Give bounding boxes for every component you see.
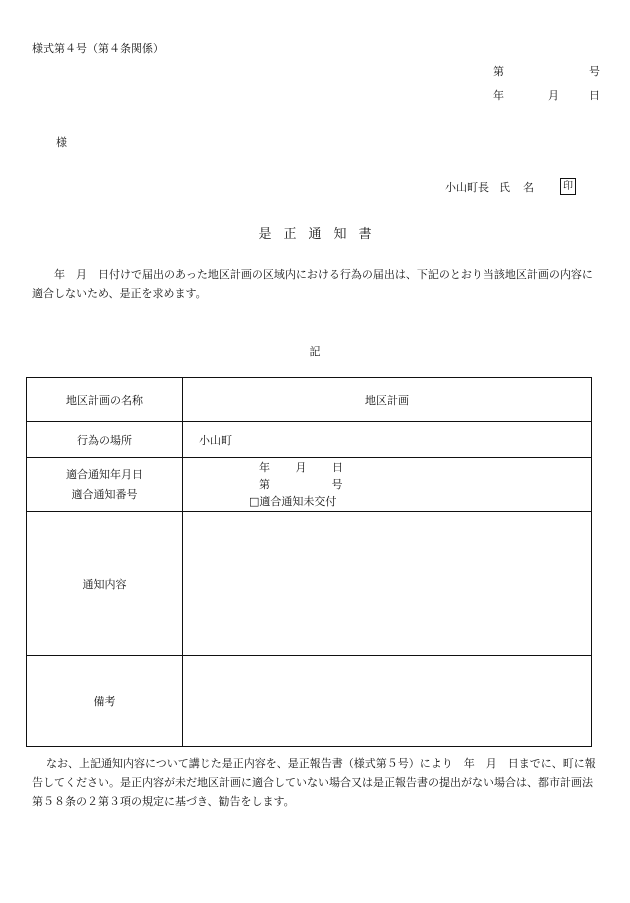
document-title: 是正通知書 [258,227,384,242]
table-row [27,422,592,458]
conformity-notice-label [27,458,183,512]
notice-content-field[interactable] [183,512,592,656]
sender-title: 小山町長 [445,180,489,194]
plan-name-label: 地区計画の名称 [27,378,183,422]
footer-paragraph: なお、上記通知内容について講じた是正内容を、是正報告書（様式第５号）により 年 月 日までに、町に報告してください。是正内容が未だ地区計画に適合していない場合又は是正報告書の提出がない場合は、都市計画法第５８条の２第３項の規定に基づき、勧告をします。 [32,757,596,808]
conformity-day: 日 [332,461,343,474]
conformity-year: 年 [259,461,270,474]
date-year: 年 [493,89,504,102]
date-month: 月 [548,89,559,102]
table-row [27,656,592,747]
location-value: 小山町 [183,422,592,458]
conformity-number-label: 適合通知番号 [71,487,138,501]
conformity-no-suffix: 号 [331,478,343,491]
seal-box: 印 [560,178,576,195]
table-row [27,458,592,512]
number-suffix: 号 [589,65,600,78]
conformity-number-line [259,476,591,493]
sender-line [445,178,576,195]
location-label: 行為の場所 [27,422,183,458]
conformity-notice-value [183,458,592,512]
intro-paragraph: 年 月 日付けで届出のあった地区計画の区域内における行為の届出は、下記のとおり当該地区計画の内容に適合しないため、是正を求めます。 [32,268,593,300]
notice-table [26,377,592,747]
remarks-label: 備考 [27,656,183,747]
conformity-date-line [259,459,591,476]
conformity-month: 月 [295,461,307,474]
table-row [27,378,592,422]
ki-label: 記 [309,345,321,358]
conformity-date-label: 適合通知年月日 [66,467,143,481]
form-label: 様式第４号（第４条関係） [32,42,164,55]
addressee: 様 [56,136,67,149]
remarks-field[interactable] [183,656,592,747]
sender-name-1: 氏 [499,180,510,194]
sender-name-2: 名 [523,180,534,194]
document-number [493,63,600,79]
document-date [493,87,600,103]
date-day: 日 [589,89,600,102]
plan-name-value: 地区計画 [183,378,592,422]
not-issued-checkbox[interactable]: □適合通知未交付 [249,495,337,508]
conformity-no-prefix: 第 [259,478,270,491]
number-prefix: 第 [493,65,504,78]
table-row [27,512,592,656]
notice-content-label: 通知内容 [27,512,183,656]
